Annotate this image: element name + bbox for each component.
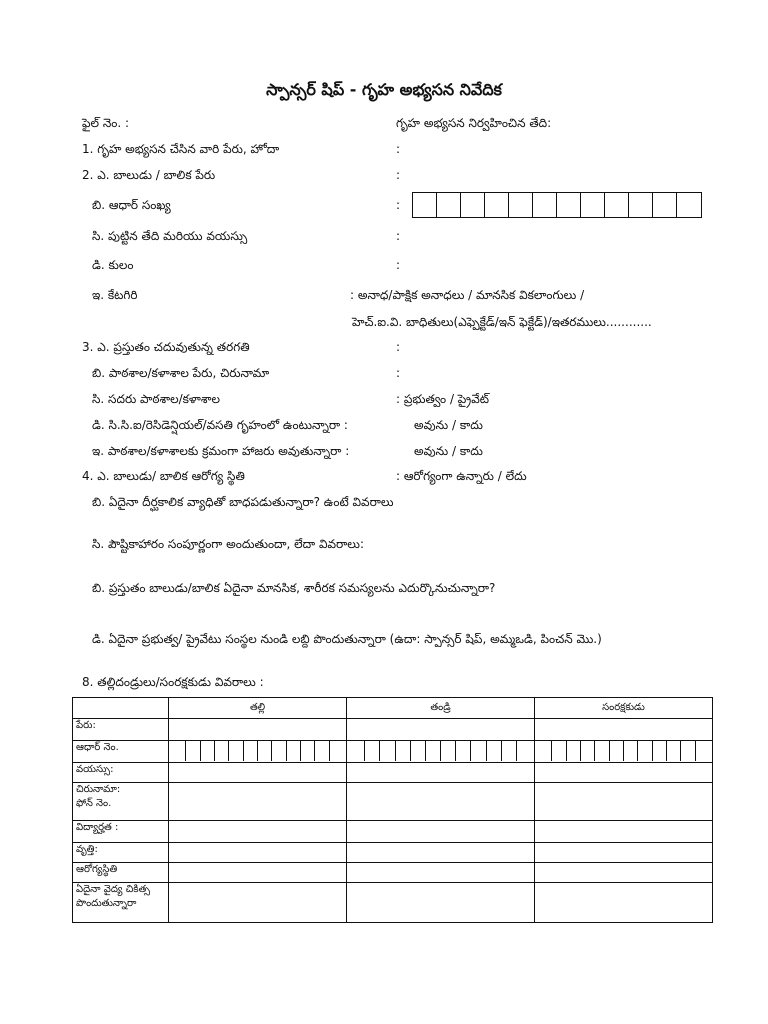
aadhar-digit-box[interactable] [653,193,677,217]
aadhar-number-boxes[interactable] [412,192,702,218]
aadhar-digit-box[interactable] [605,193,629,217]
q2a-colon: : [396,168,401,182]
q8-parents-details-label: 8. తల్లిదండ్రులు/సంరక్షకుడు వివరాలు : [82,675,264,689]
header-father: తండ్రి [347,698,535,719]
aadhar-digit-box[interactable] [437,193,461,217]
guardian-health-cell[interactable] [535,863,713,883]
table-row [73,783,713,821]
aadhar-digit-box[interactable] [461,193,485,217]
father-education-cell[interactable] [347,821,535,843]
q2e-category-options-2: హెచ్.ఐ.వి. బాధితులు(ఎఫ్పెక్టేడ్/ఇన్ ఫెక్టేడ్)/ఇతరములు............ [352,315,652,329]
q4a-health-label: 4. ఎ. బాలుడు/ బాలిక ఆరోగ్య స్థితి [82,469,245,483]
table-header-row [73,698,713,719]
q3d-hostel-options: అవును / కాదు [414,418,483,432]
row-label-address-phone: చిరునామా: ఫోన్ నెం. [73,783,169,821]
mother-address-cell[interactable] [169,783,347,821]
mother-name-cell[interactable] [169,719,347,741]
guardian-treatment-cell[interactable] [535,883,713,923]
aadhar-digit-box[interactable] [581,193,605,217]
father-treatment-cell[interactable] [347,883,535,923]
q4d-problems-label: బి. ప్రస్తుతం బాలుడు/బాలిక ఏదైనా మానసిక, శారీరక సమస్యలను ఎదుర్కొనుచున్నారా? [92,581,496,595]
visit-date-label: గృహ అభ్యసన నిర్వహించిన తేది: [396,116,552,130]
q3b-school-name-label: బి. పాఠశాల/కళాశాల పేరు, చిరునామా [92,366,270,380]
q2d-colon: : [396,258,401,272]
aadhar-digit-box[interactable] [677,193,701,217]
mother-age-cell[interactable] [169,763,347,783]
q2e-category-label: ఇ. కేటగిరి [92,288,138,302]
mother-occupation-cell[interactable] [169,843,347,863]
form-title: స్పాన్సర్ షిప్ - గృహ అభ్యసన నివేదిక [266,80,502,99]
row-label-education: విద్యార్హత : [73,821,169,843]
guardian-name-cell[interactable] [535,719,713,741]
aadhar-digit-box[interactable] [533,193,557,217]
table-row [73,883,713,923]
table-row [73,863,713,883]
father-health-cell[interactable] [347,863,535,883]
q2d-caste-label: డి. కులం [92,258,134,272]
q2c-colon: : [396,229,401,243]
father-occupation-cell[interactable] [347,843,535,863]
aadhar-digit-box[interactable] [557,193,581,217]
q1-visitor-name-label: 1. గృహ అభ్యసన చేసిన వారి పేరు, హోదా [82,142,280,156]
table-row [73,741,713,763]
q3b-colon: : [396,366,401,380]
father-aadhar-cell[interactable] [347,741,535,763]
table-row [73,763,713,783]
file-number-label: ఫైల్ నెం. : [82,116,130,130]
q3d-hostel-label: డి. సి.సి.ఐ/రెసిడెన్షియల్/వసతి గృహంలో ఉంటున్నారా : [92,418,348,432]
mother-aadhar-cell[interactable] [169,741,347,763]
q3c-school-type-label: సి. సదరు పాఠశాల/కళాశాల [92,392,220,406]
header-blank [73,698,169,719]
table-row [73,821,713,843]
table-row [73,843,713,863]
q1-colon: : [396,142,401,156]
row-label-aadhar: ఆధార్ నెం. [73,741,169,763]
q3e-attendance-label: ఇ. పాఠశాల/కళాశాలకు క్రమంగా హాజరు అవుతున్నారా : [92,444,350,458]
q3c-school-type-options: : ప్రభుత్వం / ప్రైవేట్ [396,392,489,406]
aadhar-digit-box[interactable] [629,193,653,217]
q2c-dob-age-label: సి. పుట్టిన తేది మరియు వయస్సు [92,229,248,243]
row-label-name: పేరు: [73,719,169,741]
q2a-child-name-label: 2. ఎ. బాలుడు / బాలిక పేరు [82,168,216,182]
q2e-category-options-1: : అనాధ/పాక్షిక అనాధలు / మానసిక వికలాంగులు / [350,288,585,302]
q3e-attendance-options: అవును / కాదు [414,444,483,458]
father-address-cell[interactable] [347,783,535,821]
father-age-cell[interactable] [347,763,535,783]
row-label-health: ఆరోగ్యస్థితి [73,863,169,883]
mother-treatment-cell[interactable] [169,883,347,923]
mother-health-cell[interactable] [169,863,347,883]
parents-details-table [72,697,713,923]
q4c-nutrition-label: సి. పౌష్టికాహారం సంపూర్ణంగా అందుతుందా, లేదా వివరాలు: [92,537,364,551]
row-label-age: వయస్సు: [73,763,169,783]
q4a-health-options: : ఆరోగ్యంగా ఉన్నారు / లేదు [396,469,527,483]
q4b-chronic-disease-label: బి. ఏదైనా దీర్ఘకాలిక వ్యాధితో బాధపడుతున్నారా? ఉంటే వివరాలు [92,495,394,509]
guardian-education-cell[interactable] [535,821,713,843]
guardian-occupation-cell[interactable] [535,843,713,863]
q3a-colon: : [396,340,401,354]
aadhar-digit-box[interactable] [413,193,437,217]
row-label-medical-treatment: ఏదైనా వైద్య చికిత్స పొందుతున్నారా [73,883,169,923]
row-label-occupation: వృత్తి: [73,843,169,863]
father-name-cell[interactable] [347,719,535,741]
q2b-aadhar-label: బి. ఆధార్ సంఖ్య [92,198,171,212]
header-mother: తల్లి [169,698,347,719]
guardian-aadhar-cell[interactable] [535,741,713,763]
aadhar-digit-box[interactable] [509,193,533,217]
mother-education-cell[interactable] [169,821,347,843]
guardian-address-cell[interactable] [535,783,713,821]
q3a-current-class-label: 3. ఎ. ప్రస్తుతం చదువుతున్న తరగతి [82,340,250,354]
aadhar-digit-box[interactable] [485,193,509,217]
q4e-benefits-label: డి. ఏదైనా ప్రభుత్వ/ ప్రైవేటు సంస్థల నుండి లబ్ది పొందుతున్నారా (ఉదా: స్పాన్సర్ షిప్, అమ్మఒడి, పించన్ మొ.) [92,632,602,646]
table-row [73,719,713,741]
header-guardian: సంరక్షకుడు [535,698,713,719]
q2b-colon: : [396,198,401,212]
guardian-age-cell[interactable] [535,763,713,783]
